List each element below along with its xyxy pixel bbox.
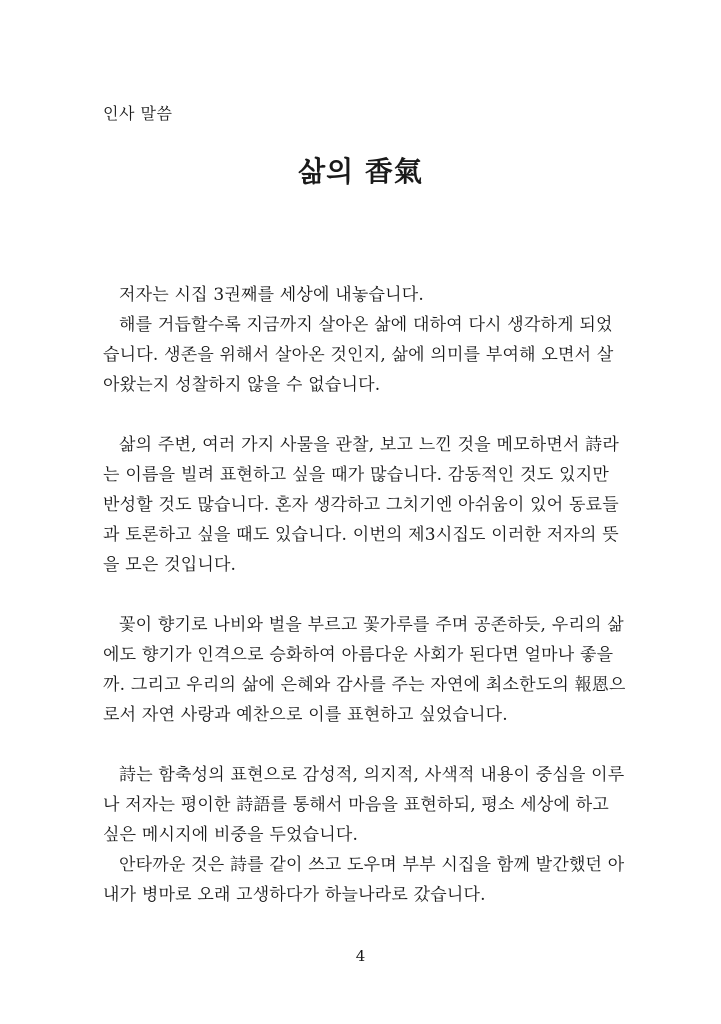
text-line: 로서 자연 사랑과 예찬으로 이를 표현하고 싶었습니다. [103,705,508,725]
text-line: 해를 거듭할수록 지금까지 살아온 삶에 대하여 다시 생각하게 되었 [119,315,613,335]
paragraph-1 [103,280,609,310]
text-line: 까. 그리고 우리의 삶에 은혜와 감사를 주는 자연에 최소한도의 報恩으 [103,675,626,695]
text-line: 내가 병마로 오래 고생하다가 하늘나라로 갔습니다. [103,885,486,905]
paragraph-6 [103,850,625,910]
text-line: 반성할 것도 많습니다. 혼자 생각하고 그치기엔 아쉬움이 있어 동료들 [103,495,619,515]
text-line: 저자는 시집 3권째를 세상에 내놓습니다. [119,285,424,305]
text-line: 詩는 함축성의 표현으로 감성적, 의지적, 사색적 내용이 중심을 이루 [119,765,625,785]
text-line: 싶은 메시지에 비중을 두었습니다. [103,825,359,845]
text-line: 과 토론하고 싶을 때도 있습니다. 이번의 제3시집도 이러한 저자의 뜻 [103,525,619,545]
paragraph-2 [103,310,614,400]
section-label: 인사 말씀 [103,104,173,123]
paragraph-3 [103,430,619,580]
text-line: 안타까운 것은 詩를 같이 쓰고 도우며 부부 시집을 함께 발간했던 아 [119,855,625,875]
text-line: 삶의 주변, 여러 가지 사물을 관찰, 보고 느낀 것을 메모하면서 詩라 [119,435,619,455]
text-line: 습니다. 생존을 위해서 살아온 것인지, 삶에 의미를 부여해 오면서 살 [103,345,614,365]
page-number: 4 [355,947,366,965]
text-line: 을 모은 것입니다. [103,555,237,575]
text-line: 아왔는지 성찰하지 않을 수 없습니다. [103,375,381,395]
paragraph-4 [103,610,626,730]
text-line: 는 이름을 빌려 표현하고 싶을 때가 많습니다. 감동적인 것도 있지만 [103,465,609,485]
page-title: 삶의 香氣 [298,155,423,188]
text-line: 에도 향기가 인격으로 승화하여 아름다운 사회가 된다면 얼마나 좋을 [103,645,614,665]
text-line: 꽃이 향기로 나비와 벌을 부르고 꽃가루를 주며 공존하듯, 우리의 삶 [119,615,624,635]
body-text [103,280,626,910]
paragraph-5 [103,760,625,850]
text-line: 나 저자는 평이한 詩語를 통해서 마음을 표현하되, 평소 세상에 하고 [103,795,609,815]
